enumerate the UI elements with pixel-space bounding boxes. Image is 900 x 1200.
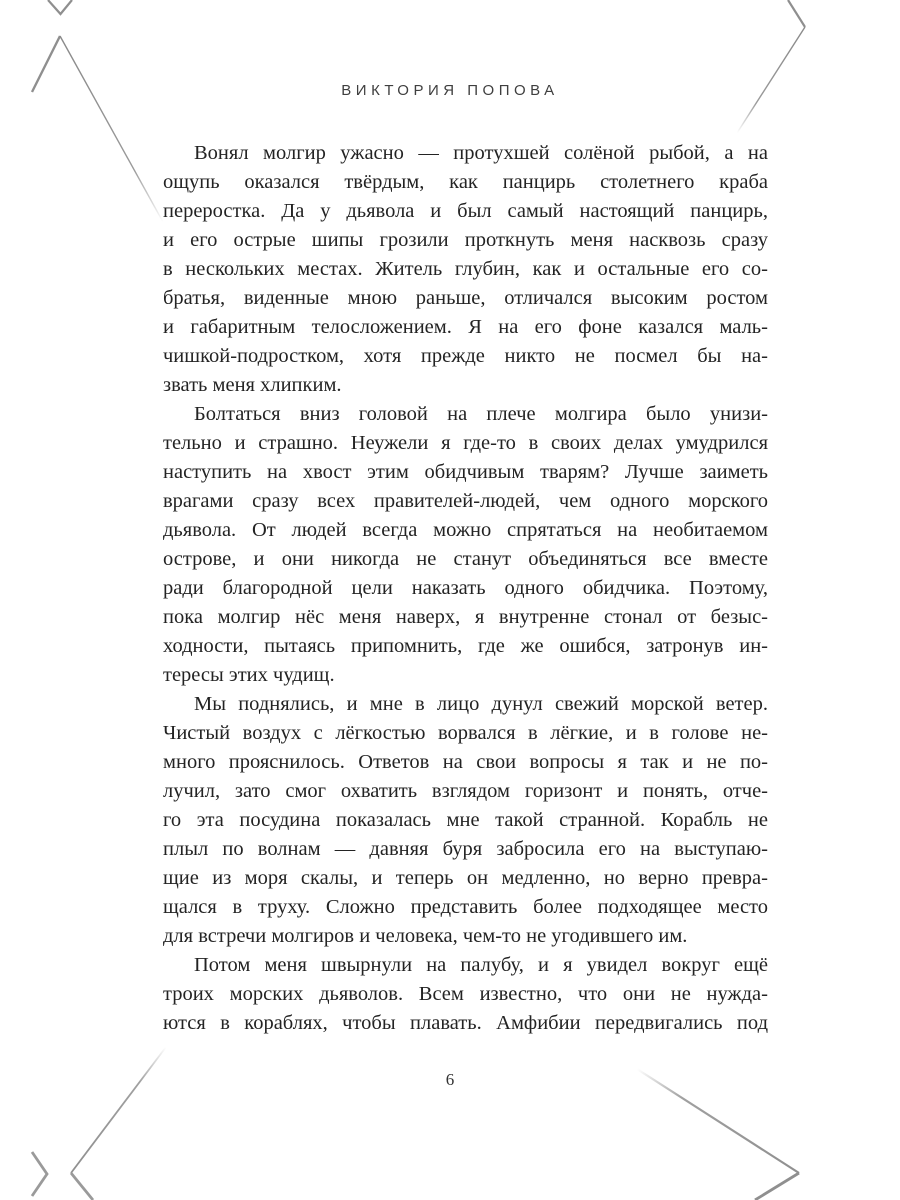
body-text bbox=[163, 139, 768, 1038]
text-line: лучил, зато смог охватить взглядом горизонт и понять, отче- bbox=[163, 780, 768, 802]
text-line: в нескольких местах. Житель глубин, как и остальные его со- bbox=[163, 258, 768, 280]
corner-decoration-top-left bbox=[32, 0, 163, 222]
text-line: тересы этих чудищ. bbox=[163, 664, 335, 686]
text-line: Болтаться вниз головой на плече молгира было унизи- bbox=[194, 403, 768, 425]
text-line: щался в труху. Сложно представить более подходящее место bbox=[163, 896, 768, 918]
page-number: 6 bbox=[445, 1070, 455, 1089]
text-line: го эта посудина показалась мне такой странной. Корабль не bbox=[163, 809, 768, 831]
text-line: тельно и страшно. Неужели я где-то в своих делах умудрился bbox=[163, 432, 768, 454]
text-line: для встречи молгиров и человека, чем-то не угодившего им. bbox=[163, 925, 688, 947]
text-line: ходности, пытаясь припомнить, где же ошибся, затронув ин- bbox=[163, 635, 768, 657]
text-line: переростка. Да у дьявола и был самый настоящий панцирь, bbox=[163, 200, 768, 222]
text-line: дьявола. От людей всегда можно спрятаться на необитаемом bbox=[163, 519, 768, 541]
running-head-author: ВИКТОРИЯ ПОПОВА bbox=[341, 82, 559, 99]
text-line: братья, виденные мною раньше, отличался высоким ростом bbox=[163, 287, 768, 309]
text-line: плыл по волнам — давняя буря забросила его на выступаю- bbox=[163, 838, 768, 860]
text-line: Мы поднялись, и мне в лицо дунул свежий морской ветер. bbox=[194, 693, 768, 715]
text-line: и его острые шипы грозили проткнуть меня насквозь сразу bbox=[163, 229, 768, 251]
text-line: Вонял молгир ужасно — протухшей солёной рыбой, а на bbox=[194, 142, 768, 164]
text-line: троих морских дьяволов. Всем известно, что они не нужда- bbox=[163, 983, 768, 1005]
text-line: много прояснилось. Ответов на свои вопросы я так и не по- bbox=[163, 751, 768, 773]
corner-decoration-top-right bbox=[737, 0, 805, 133]
text-line: щие из моря скалы, и теперь он медленно, но верно превра- bbox=[163, 867, 768, 889]
text-line: наступить на хвост этим обидчивым тварям? Лучше заиметь bbox=[163, 461, 768, 483]
text-line: звать меня хлипким. bbox=[163, 374, 342, 396]
text-line: острове, и они никогда не станут объединяться все вместе bbox=[163, 548, 768, 570]
text-line: пока молгир нёс меня наверх, я внутренне стонал от безыс- bbox=[163, 606, 768, 628]
text-line: Потом меня швырнули на палубу, и я увидел вокруг ещё bbox=[194, 954, 768, 976]
text-line: ощупь оказался твёрдым, как панцирь столетнего краба bbox=[163, 171, 768, 193]
text-line: чишкой-подростком, хотя прежде никто не посмел бы на- bbox=[163, 345, 768, 367]
text-line: и габаритным телосложением. Я на его фоне казался маль- bbox=[163, 316, 768, 338]
text-line: ются в кораблях, чтобы плавать. Амфибии передвигались под bbox=[163, 1012, 768, 1034]
text-line: Чистый воздух с лёгкостью ворвался в лёгкие, и в голове не- bbox=[163, 722, 768, 744]
text-line: ради благородной цели наказать одного обидчика. Поэтому, bbox=[163, 577, 768, 599]
text-line: врагами сразу всех правителей-людей, чем одного морского bbox=[163, 490, 768, 512]
